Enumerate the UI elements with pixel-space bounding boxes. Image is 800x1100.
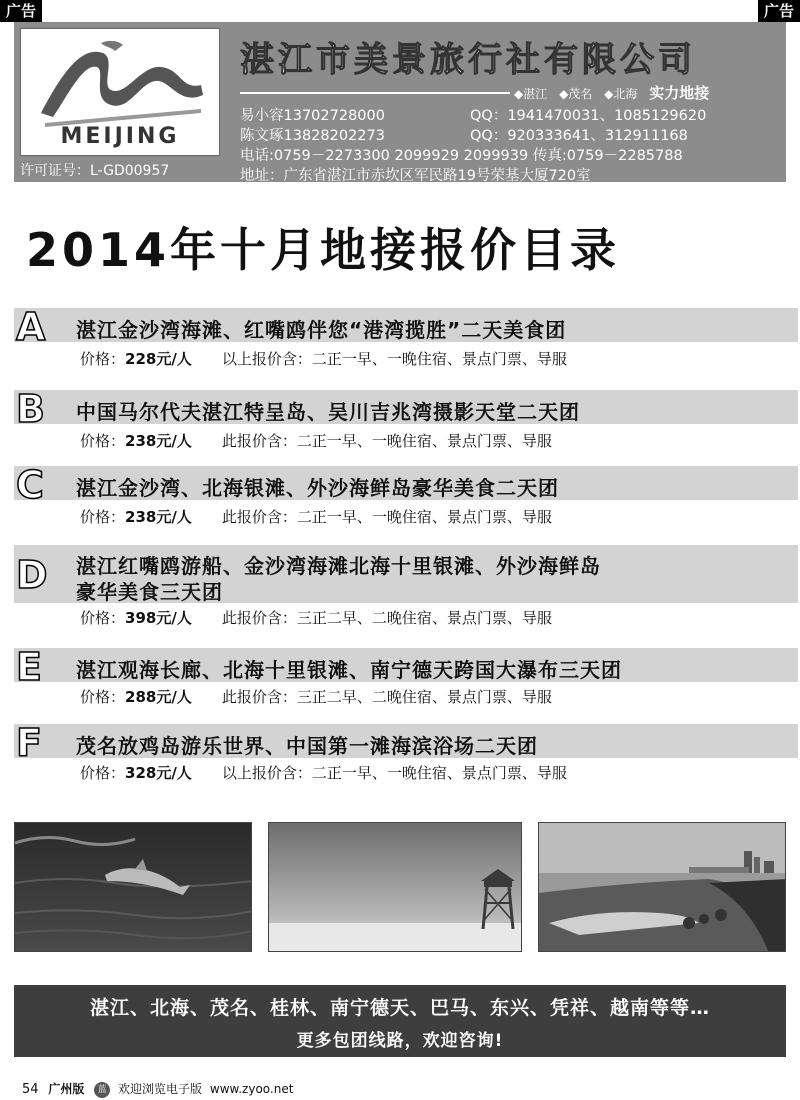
slogan: 实力地接 (649, 84, 710, 102)
photo-coastal-city (538, 822, 786, 952)
page-number: 54 (22, 1082, 39, 1097)
contact-person-2: 陈文琢13828202273 (240, 128, 385, 144)
item-title-c: 湛江金沙湾、北海银滩、外沙海鲜岛豪华美食二天团 (76, 476, 559, 500)
price-value: 238元/人 (125, 432, 192, 450)
photo-beach-lifeguard-tower (268, 822, 522, 952)
company-name: 湛江市美景旅行社有限公司 (240, 40, 696, 80)
tag-maoming: ◆茂名 (559, 87, 593, 101)
logo-swoosh-icon (31, 35, 211, 130)
price-includes: 此报价含：二正一早、一晚住宿、景点门票、导服 (221, 508, 552, 526)
page-title: 2014年十月地接报价目录 (26, 223, 621, 277)
price-label: 价格： (80, 508, 126, 526)
header-divider (240, 92, 510, 94)
company-header (14, 22, 786, 182)
item-letter-d: D (16, 553, 48, 597)
price-value: 328元/人 (125, 764, 192, 782)
item-letter-a: A (16, 305, 46, 349)
item-price-d (80, 607, 552, 628)
company-logo (20, 28, 220, 156)
price-label: 价格： (80, 350, 126, 368)
contact-person-1: 易小容13702728000 (240, 108, 385, 124)
more-routes-banner (14, 985, 786, 1057)
price-value: 288元/人 (125, 688, 192, 706)
more-destinations: 湛江、北海、茂名、桂林、南宁德天、巴马、东兴、凭祥、越南等等… (89, 997, 710, 1019)
price-label: 价格： (80, 609, 126, 627)
price-includes: 此报价含：二正一早、一晚住宿、景点门票、导服 (221, 432, 552, 450)
price-includes: 此报价含：三正二早、二晚住宿、景点门票、导服 (221, 688, 552, 706)
price-includes: 以上报价含：二正一早、一晚住宿、景点门票、导服 (221, 764, 567, 782)
footer-text: 欢迎浏览电子版 (118, 1082, 203, 1096)
photo-dolphin-sea (14, 822, 252, 952)
price-label: 价格： (80, 688, 126, 706)
ad-tag-left: 广告 (0, 0, 42, 22)
item-price-c (80, 506, 552, 527)
page-footer (22, 1080, 293, 1098)
price-includes: 此报价含：三正二早、二晚住宿、景点门票、导服 (221, 609, 552, 627)
item-letter-c: C (16, 463, 44, 507)
item-price-f (80, 762, 567, 783)
logo-text: MEIJING (60, 124, 180, 149)
price-value: 228元/人 (125, 350, 192, 368)
tag-beihai: ◆北海 (604, 87, 638, 101)
price-value: 238元/人 (125, 508, 192, 526)
item-title-d: 湛江红嘴鸥游船、金沙湾海滩北海十里银滩、外沙海鲜岛 (76, 554, 601, 578)
service-area-tags (514, 82, 709, 103)
item-title-a: 湛江金沙湾海滩、红嘴鸥伴您“港湾揽胜”二天美食团 (76, 318, 567, 342)
tag-zhanjiang: ◆湛江 (514, 87, 548, 101)
item-price-a (80, 348, 567, 369)
price-includes: 以上报价含：二正一早、一晚住宿、景点门票、导服 (221, 350, 567, 368)
item-letter-f: F (16, 721, 42, 765)
item-letter-b: B (16, 387, 45, 431)
contact-qq-1: QQ：1941470031、1085129620 (470, 108, 707, 124)
item-price-e (80, 686, 552, 707)
website-link[interactable]: www.zyoo.net (209, 1082, 294, 1096)
consult-message: 更多包团线路，欢迎咨询! (296, 1031, 504, 1051)
item-letter-e: E (16, 645, 42, 689)
license-number: 许可证号：L-GD00957 (20, 163, 170, 179)
item-title-e: 湛江观海长廊、北海十里银滩、南宁德天跨国大瀑布三天团 (76, 658, 622, 682)
price-label: 价格： (80, 432, 126, 450)
phone-fax: 电话:0759－2273300 2099929 2099939 传真:0759－2285788 (240, 148, 683, 164)
item-title-d-line2: 豪华美食三天团 (76, 580, 223, 604)
contact-qq-2: QQ：920333641、312911168 (470, 128, 688, 144)
price-value: 398元/人 (125, 609, 192, 627)
edition-label: 广州版 (48, 1082, 85, 1096)
ad-tag-right: 广告 (758, 0, 800, 22)
address: 地址：广东省湛江市赤坎区军民路19号荣基大厦720室 (240, 168, 591, 184)
item-title-b: 中国马尔代夫湛江特呈岛、吴川吉兆湾摄影天堂二天团 (76, 400, 580, 424)
item-price-b (80, 430, 552, 451)
edition-badge-icon: 蓝 (94, 1082, 110, 1098)
price-label: 价格： (80, 764, 126, 782)
item-title-f: 茂名放鸡岛游乐世界、中国第一滩海滨浴场二天团 (76, 734, 538, 758)
